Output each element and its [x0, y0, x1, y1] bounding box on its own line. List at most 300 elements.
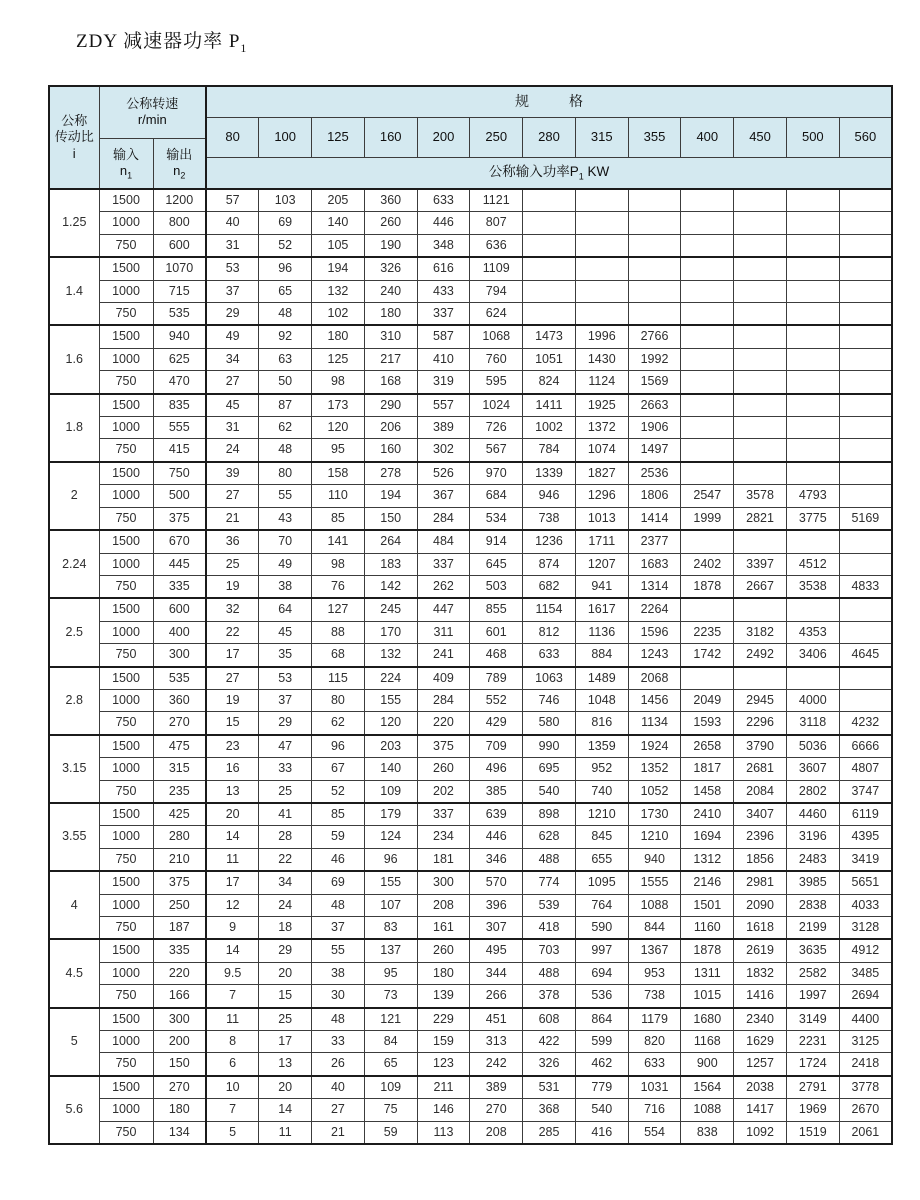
- input-speed-cell: 750: [99, 439, 153, 462]
- power-value-cell: 1359: [575, 735, 628, 758]
- power-value-cell: 760: [470, 348, 523, 370]
- input-speed-cell: 1500: [99, 189, 153, 212]
- power-value-cell: 3397: [734, 553, 787, 575]
- power-value-cell: 1999: [681, 507, 734, 530]
- power-value-cell: 1997: [786, 985, 839, 1008]
- power-value-cell: 132: [364, 644, 417, 667]
- power-value-cell: 451: [470, 1008, 523, 1031]
- power-value-cell: 990: [523, 735, 576, 758]
- power-value-cell: 601: [470, 621, 523, 643]
- power-value-cell: 8: [206, 1031, 259, 1053]
- table-row: [49, 462, 892, 485]
- power-value-cell: 1617: [575, 598, 628, 621]
- power-value-cell: 159: [417, 1031, 470, 1053]
- power-value-cell: 3118: [786, 712, 839, 735]
- output-speed-cell: 210: [153, 848, 206, 871]
- power-value-cell: [786, 257, 839, 280]
- power-value-cell: 12: [206, 894, 259, 916]
- output-header-label: 输出: [166, 147, 193, 162]
- power-value-cell: 1827: [575, 462, 628, 485]
- power-value-cell: 599: [575, 1031, 628, 1053]
- table-row: [49, 439, 892, 462]
- size-column-header: 200: [417, 117, 470, 157]
- power-value-cell: 1683: [628, 553, 681, 575]
- power-value-cell: 64: [259, 598, 312, 621]
- output-speed-cell: 270: [153, 1076, 206, 1099]
- power-value-cell: 628: [523, 826, 576, 848]
- power-value-cell: 1352: [628, 758, 681, 780]
- power-value-cell: [786, 439, 839, 462]
- power-value-cell: [839, 394, 892, 417]
- output-speed-cell: 300: [153, 644, 206, 667]
- power-value-cell: 45: [259, 621, 312, 643]
- power-value-cell: 1052: [628, 780, 681, 803]
- power-value-cell: 495: [470, 939, 523, 962]
- power-value-cell: 2090: [734, 894, 787, 916]
- power-value-cell: 30: [312, 985, 365, 1008]
- power-value-cell: 1711: [575, 530, 628, 553]
- speed-header-line1: 公称转速: [126, 96, 179, 111]
- power-value-cell: 1456: [628, 689, 681, 711]
- power-value-cell: 1154: [523, 598, 576, 621]
- power-value-cell: [523, 212, 576, 234]
- power-value-cell: 36: [206, 530, 259, 553]
- power-value-cell: 3985: [786, 871, 839, 894]
- power-value-cell: 2658: [681, 735, 734, 758]
- power-value-cell: 310: [364, 325, 417, 348]
- power-value-cell: 180: [364, 303, 417, 326]
- power-value-cell: 14: [206, 939, 259, 962]
- ratio-cell: 1.6: [49, 325, 99, 393]
- power-value-cell: [786, 530, 839, 553]
- power-value-cell: 1473: [523, 325, 576, 348]
- power-value-cell: 139: [417, 985, 470, 1008]
- power-value-cell: 1569: [628, 371, 681, 394]
- power-value-cell: 5651: [839, 871, 892, 894]
- power-value-cell: 75: [364, 1099, 417, 1121]
- power-value-cell: 344: [470, 962, 523, 984]
- power-value-cell: 85: [312, 803, 365, 826]
- table-row: [49, 1031, 892, 1053]
- power-value-cell: 740: [575, 780, 628, 803]
- power-value-cell: 410: [417, 348, 470, 370]
- power-value-cell: 241: [417, 644, 470, 667]
- power-value-cell: 1088: [681, 1099, 734, 1121]
- power-value-cell: [681, 348, 734, 370]
- power-value-cell: 1311: [681, 962, 734, 984]
- power-value-cell: [786, 325, 839, 348]
- power-value-cell: 633: [523, 644, 576, 667]
- power-value-cell: 87: [259, 394, 312, 417]
- input-speed-cell: 1500: [99, 1076, 153, 1099]
- speed-header-line2: r/min: [137, 112, 167, 128]
- power-value-cell: [681, 462, 734, 485]
- table-row: [49, 712, 892, 735]
- power-value-cell: 2418: [839, 1053, 892, 1076]
- power-value-cell: 266: [470, 985, 523, 1008]
- power-value-cell: 203: [364, 735, 417, 758]
- power-value-cell: 224: [364, 667, 417, 690]
- power-value-cell: 2838: [786, 894, 839, 916]
- power-value-cell: 208: [470, 1121, 523, 1144]
- power-value-cell: 531: [523, 1076, 576, 1099]
- input-speed-cell: 1000: [99, 485, 153, 507]
- power-value-cell: 11: [259, 1121, 312, 1144]
- power-value-cell: 1339: [523, 462, 576, 485]
- power-value-cell: 639: [470, 803, 523, 826]
- table-row: [49, 917, 892, 940]
- power-value-cell: 217: [364, 348, 417, 370]
- input-speed-cell: 1000: [99, 894, 153, 916]
- power-value-cell: 1924: [628, 735, 681, 758]
- power-value-cell: 260: [417, 758, 470, 780]
- power-value-cell: 3578: [734, 485, 787, 507]
- power-value-cell: 2396: [734, 826, 787, 848]
- power-value-cell: 141: [312, 530, 365, 553]
- power-value-cell: 96: [364, 848, 417, 871]
- power-value-cell: 39: [206, 462, 259, 485]
- power-value-cell: [839, 530, 892, 553]
- power-value-cell: [734, 303, 787, 326]
- power-value-cell: 62: [259, 417, 312, 439]
- power-value-cell: 554: [628, 1121, 681, 1144]
- power-value-cell: 123: [417, 1053, 470, 1076]
- power-value-cell: 40: [312, 1076, 365, 1099]
- power-value-cell: 616: [417, 257, 470, 280]
- power-value-cell: 311: [417, 621, 470, 643]
- power-value-cell: 774: [523, 871, 576, 894]
- input-speed-cell: 1500: [99, 462, 153, 485]
- ratio-cell: 2: [49, 462, 99, 530]
- table-row: [49, 667, 892, 690]
- power-value-cell: 898: [523, 803, 576, 826]
- power-value-cell: 570: [470, 871, 523, 894]
- power-value-cell: 2945: [734, 689, 787, 711]
- power-value-cell: [628, 303, 681, 326]
- power-value-cell: 2402: [681, 553, 734, 575]
- power-value-cell: 48: [312, 894, 365, 916]
- output-speed-cell: 425: [153, 803, 206, 826]
- power-value-cell: [681, 189, 734, 212]
- power-value-cell: 738: [628, 985, 681, 1008]
- spec-header: 规格: [206, 86, 892, 117]
- power-value-cell: 526: [417, 462, 470, 485]
- power-value-cell: [628, 189, 681, 212]
- power-value-cell: [839, 485, 892, 507]
- power-value-cell: 35: [259, 644, 312, 667]
- power-value-cell: 874: [523, 553, 576, 575]
- power-value-cell: [681, 439, 734, 462]
- power-value-cell: 1068: [470, 325, 523, 348]
- ratio-cell: 3.15: [49, 735, 99, 803]
- power-value-cell: 4395: [839, 826, 892, 848]
- power-value-cell: 1121: [470, 189, 523, 212]
- power-value-cell: 1002: [523, 417, 576, 439]
- output-speed-cell: 1070: [153, 257, 206, 280]
- output-speed-cell: 375: [153, 871, 206, 894]
- power-value-cell: 6119: [839, 803, 892, 826]
- power-value-cell: 1458: [681, 780, 734, 803]
- power-value-cell: [839, 371, 892, 394]
- output-speed-cell: 250: [153, 894, 206, 916]
- power-value-cell: 19: [206, 689, 259, 711]
- power-value-cell: 20: [259, 1076, 312, 1099]
- power-value-cell: 1555: [628, 871, 681, 894]
- power-value-cell: 260: [364, 212, 417, 234]
- input-speed-cell: 1000: [99, 212, 153, 234]
- power-value-cell: 73: [364, 985, 417, 1008]
- power-value-cell: 206: [364, 417, 417, 439]
- power-value-cell: [839, 553, 892, 575]
- power-value-cell: 1024: [470, 394, 523, 417]
- table-row: [49, 962, 892, 984]
- power-value-cell: 1856: [734, 848, 787, 871]
- input-speed-cell: 750: [99, 1053, 153, 1076]
- power-value-cell: 9: [206, 917, 259, 940]
- power-table: [48, 85, 893, 1145]
- power-value-cell: 3538: [786, 575, 839, 598]
- power-value-cell: 534: [470, 507, 523, 530]
- power-value-cell: 17: [206, 644, 259, 667]
- power-value-cell: 1817: [681, 758, 734, 780]
- power-value-cell: 709: [470, 735, 523, 758]
- table-row: [49, 417, 892, 439]
- power-value-cell: [575, 257, 628, 280]
- ratio-cell: 5.6: [49, 1076, 99, 1144]
- power-value-cell: 13: [206, 780, 259, 803]
- power-value-cell: 1179: [628, 1008, 681, 1031]
- power-value-cell: 409: [417, 667, 470, 690]
- power-value-cell: 80: [259, 462, 312, 485]
- input-speed-cell: 1000: [99, 417, 153, 439]
- input-speed-cell: 750: [99, 303, 153, 326]
- output-speed-cell: 535: [153, 303, 206, 326]
- power-value-cell: 1124: [575, 371, 628, 394]
- power-value-cell: 3407: [734, 803, 787, 826]
- table-row: [49, 394, 892, 417]
- power-value-cell: 14: [259, 1099, 312, 1121]
- power-value-cell: 1417: [734, 1099, 787, 1121]
- table-row: [49, 1076, 892, 1099]
- table-row: [49, 985, 892, 1008]
- power-value-cell: 34: [259, 871, 312, 894]
- power-value-cell: 155: [364, 871, 417, 894]
- power-value-cell: [681, 234, 734, 257]
- power-value-cell: 1969: [786, 1099, 839, 1121]
- power-value-cell: [523, 257, 576, 280]
- power-value-cell: [681, 598, 734, 621]
- power-value-cell: [734, 212, 787, 234]
- power-value-cell: 2619: [734, 939, 787, 962]
- output-speed-cell: 187: [153, 917, 206, 940]
- power-value-cell: 1134: [628, 712, 681, 735]
- power-value-cell: 368: [523, 1099, 576, 1121]
- output-speed-cell: 150: [153, 1053, 206, 1076]
- power-value-cell: 161: [417, 917, 470, 940]
- power-value-cell: 9.5: [206, 962, 259, 984]
- power-value-cell: 47: [259, 735, 312, 758]
- power-value-cell: 83: [364, 917, 417, 940]
- table-row: [49, 735, 892, 758]
- ratio-cell: 1.4: [49, 257, 99, 325]
- power-value-cell: [786, 394, 839, 417]
- power-value-cell: 794: [470, 280, 523, 302]
- power-value-cell: 557: [417, 394, 470, 417]
- power-value-cell: 37: [206, 280, 259, 302]
- power-value-cell: 540: [575, 1099, 628, 1121]
- power-value-cell: [575, 212, 628, 234]
- power-value-cell: [681, 394, 734, 417]
- power-value-cell: [786, 417, 839, 439]
- power-value-cell: 3149: [786, 1008, 839, 1031]
- input-speed-cell: 1500: [99, 530, 153, 553]
- power-value-cell: 160: [364, 439, 417, 462]
- power-value-cell: 1372: [575, 417, 628, 439]
- power-value-cell: 1367: [628, 939, 681, 962]
- output-speed-cell: 280: [153, 826, 206, 848]
- output-speed-cell: 670: [153, 530, 206, 553]
- ratio-header: [49, 86, 99, 189]
- power-value-cell: 65: [364, 1053, 417, 1076]
- table-row: [49, 348, 892, 370]
- power-value-cell: 3607: [786, 758, 839, 780]
- power-value-cell: 43: [259, 507, 312, 530]
- power-value-cell: [681, 257, 734, 280]
- power-value-cell: 3419: [839, 848, 892, 871]
- input-speed-cell: 1500: [99, 803, 153, 826]
- power-value-cell: 68: [312, 644, 365, 667]
- output-speed-cell: 600: [153, 234, 206, 257]
- input-speed-cell: 750: [99, 1121, 153, 1144]
- output-speed-cell: 940: [153, 325, 206, 348]
- power-value-cell: 11: [206, 1008, 259, 1031]
- page-title-text: ZDY 减速器功率 P: [76, 31, 241, 52]
- power-value-cell: 636: [470, 234, 523, 257]
- power-value-cell: [839, 439, 892, 462]
- table-row: [49, 598, 892, 621]
- power-value-cell: 38: [312, 962, 365, 984]
- table-row: [49, 257, 892, 280]
- power-value-cell: 2084: [734, 780, 787, 803]
- power-value-cell: 2791: [786, 1076, 839, 1099]
- power-value-cell: 416: [575, 1121, 628, 1144]
- power-value-cell: 2483: [786, 848, 839, 871]
- power-value-cell: 789: [470, 667, 523, 690]
- power-value-cell: 290: [364, 394, 417, 417]
- power-value-cell: 102: [312, 303, 365, 326]
- power-value-cell: 952: [575, 758, 628, 780]
- power-value-cell: 18: [259, 917, 312, 940]
- power-value-cell: [734, 462, 787, 485]
- table-header: [49, 86, 892, 189]
- power-value-cell: 1168: [681, 1031, 734, 1053]
- table-row: [49, 1008, 892, 1031]
- power-value-cell: 33: [312, 1031, 365, 1053]
- power-value-cell: 346: [470, 848, 523, 871]
- power-value-cell: 970: [470, 462, 523, 485]
- power-value-cell: 2340: [734, 1008, 787, 1031]
- power-value-cell: 4000: [786, 689, 839, 711]
- power-row-header: 公称输入功率$P_1$ KW: [206, 157, 892, 189]
- power-value-cell: 319: [417, 371, 470, 394]
- power-value-cell: [839, 348, 892, 370]
- power-value-cell: 695: [523, 758, 576, 780]
- power-value-cell: [786, 303, 839, 326]
- input-speed-cell: 750: [99, 917, 153, 940]
- power-value-cell: [523, 234, 576, 257]
- power-value-cell: 262: [417, 575, 470, 598]
- power-value-cell: 7: [206, 1099, 259, 1121]
- power-value-cell: 884: [575, 644, 628, 667]
- power-value-cell: 27: [312, 1099, 365, 1121]
- power-value-cell: 484: [417, 530, 470, 553]
- output-header-symbol: $n_2$: [173, 163, 186, 181]
- power-value-cell: 3406: [786, 644, 839, 667]
- power-value-cell: 98: [312, 553, 365, 575]
- power-value-cell: 855: [470, 598, 523, 621]
- output-speed-cell: 180: [153, 1099, 206, 1121]
- power-value-cell: 103: [259, 189, 312, 212]
- power-value-cell: 179: [364, 803, 417, 826]
- power-value-cell: [839, 462, 892, 485]
- power-value-cell: [839, 257, 892, 280]
- input-speed-cell: 1500: [99, 598, 153, 621]
- output-speed-cell: 715: [153, 280, 206, 302]
- power-value-cell: 31: [206, 234, 259, 257]
- size-column-header: 450: [734, 117, 787, 157]
- power-value-cell: [839, 621, 892, 643]
- power-value-cell: [681, 303, 734, 326]
- power-value-cell: [681, 325, 734, 348]
- power-value-cell: 845: [575, 826, 628, 848]
- power-value-cell: 155: [364, 689, 417, 711]
- power-value-cell: 2981: [734, 871, 787, 894]
- power-value-cell: 433: [417, 280, 470, 302]
- table-row: [49, 303, 892, 326]
- power-value-cell: 1236: [523, 530, 576, 553]
- power-value-cell: 229: [417, 1008, 470, 1031]
- power-value-cell: 2410: [681, 803, 734, 826]
- table-row: [49, 575, 892, 598]
- power-value-cell: 285: [523, 1121, 576, 1144]
- power-value-cell: 109: [364, 1076, 417, 1099]
- power-value-cell: 48: [259, 439, 312, 462]
- power-value-cell: 20: [206, 803, 259, 826]
- power-value-cell: [681, 530, 734, 553]
- power-value-cell: 1048: [575, 689, 628, 711]
- table-row: [49, 1053, 892, 1076]
- table-row: [49, 644, 892, 667]
- power-value-cell: [681, 280, 734, 302]
- output-speed-cell: 470: [153, 371, 206, 394]
- input-speed-cell: 1000: [99, 826, 153, 848]
- power-value-cell: 844: [628, 917, 681, 940]
- input-speed-cell: 750: [99, 371, 153, 394]
- power-value-cell: 1742: [681, 644, 734, 667]
- power-value-cell: 168: [364, 371, 417, 394]
- power-value-cell: 552: [470, 689, 523, 711]
- table-row: [49, 530, 892, 553]
- power-value-cell: [734, 234, 787, 257]
- power-value-cell: 16: [206, 758, 259, 780]
- power-value-cell: 29: [206, 303, 259, 326]
- power-value-cell: [786, 212, 839, 234]
- power-value-cell: 21: [206, 507, 259, 530]
- power-value-cell: 69: [312, 871, 365, 894]
- power-value-cell: 1618: [734, 917, 787, 940]
- power-value-cell: 1296: [575, 485, 628, 507]
- power-value-cell: 202: [417, 780, 470, 803]
